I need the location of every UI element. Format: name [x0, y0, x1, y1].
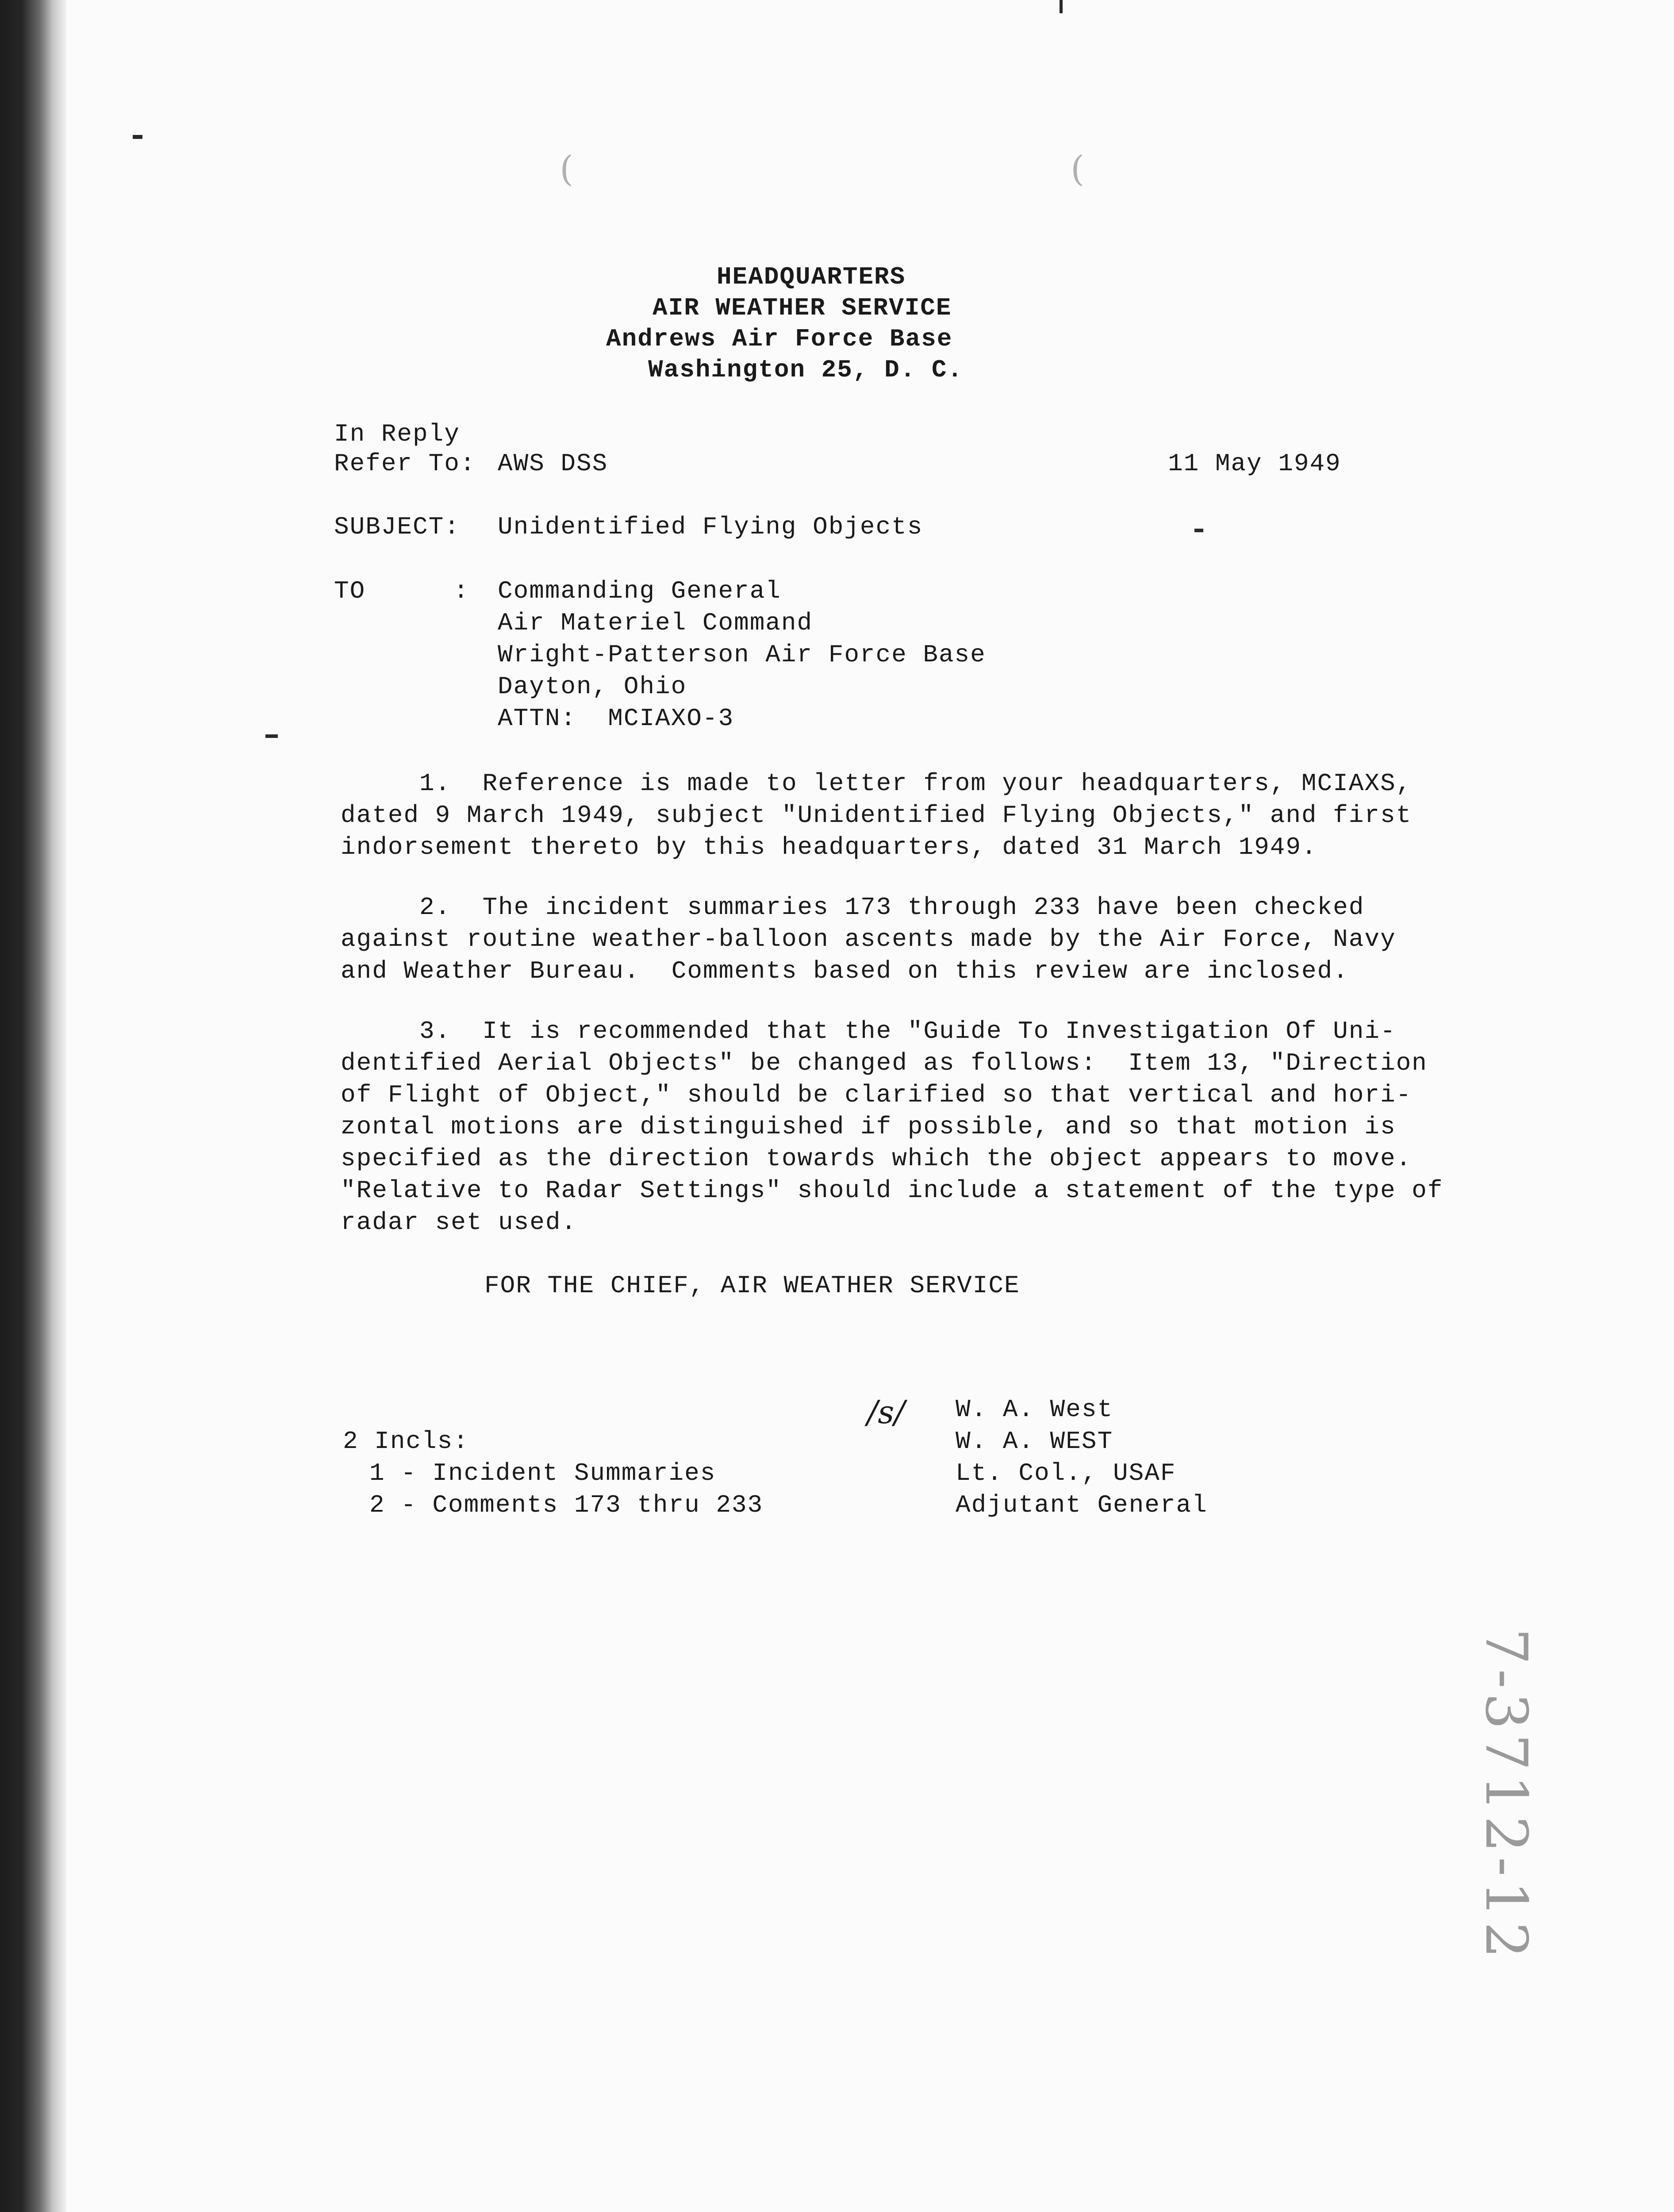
scan-mark [265, 734, 278, 738]
paragraph-line: "Relative to Radar Settings" should include a statement of the type of [341, 1176, 1444, 1205]
enclosure-item: 1 - Incident Summaries [369, 1459, 716, 1487]
signature-rank: Lt. Col., USAF [956, 1459, 1176, 1487]
closing-line: FOR THE CHIEF, AIR WEATHER SERVICE [484, 1271, 1020, 1300]
to-line: Commanding General [498, 577, 781, 605]
paragraph-line: 1. Reference is made to letter from your headquarters, MCIAXS, [341, 769, 1412, 798]
paragraph-line: against routine weather-balloon ascents made by the Air Force, Navy [341, 925, 1396, 953]
subject-label: SUBJECT: [334, 513, 460, 541]
paragraph-line: dated 9 March 1949, subject "Unidentified Flying Objects," and first [341, 801, 1412, 830]
to-line: Wright-Patterson Air Force Base [498, 641, 986, 669]
scan-mark [133, 135, 142, 139]
signature-mark: /s/ [867, 1394, 905, 1431]
paragraph-line: specified as the direction towards which the object appears to move. [341, 1144, 1412, 1173]
letterhead-line-1: HEADQUARTERS [717, 263, 906, 291]
scan-mark: ( [560, 148, 574, 189]
refer-to-value: AWS DSS [498, 449, 608, 478]
subject-value: Unidentified Flying Objects [498, 513, 923, 541]
paragraph-line: radar set used. [341, 1208, 577, 1237]
enclosure-item: 2 - Comments 173 thru 233 [369, 1491, 764, 1519]
signature-name: W. A. WEST [956, 1427, 1113, 1455]
to-colon: : [453, 577, 469, 605]
paragraph-line: zontal motions are distinguished if possible, and so that motion is [341, 1113, 1396, 1141]
scan-edge-shadow [0, 0, 66, 2212]
letterhead-line-4: Washington 25, D. C. [648, 356, 964, 384]
to-line: ATTN: MCIAXO-3 [498, 704, 734, 733]
letter-date: 11 May 1949 [1168, 449, 1341, 478]
to-label: TO [334, 577, 366, 605]
to-line: Air Materiel Command [498, 609, 813, 637]
margin-number: 7-3712-12 [1473, 1628, 1540, 1963]
signature-signed: W. A. West [956, 1395, 1113, 1424]
paragraph-line: of Flight of Object," should be clarified so that vertical and hori- [341, 1081, 1412, 1109]
scan-mark: ( [1071, 148, 1085, 189]
scan-mark [1060, 0, 1063, 13]
to-line: Dayton, Ohio [498, 672, 687, 701]
paragraph-line: dentified Aerial Objects" be changed as follows: Item 13, "Direction [341, 1049, 1428, 1077]
paragraph-line: and Weather Bureau. Comments based on this review are inclosed. [341, 957, 1349, 985]
paragraph-line: 2. The incident summaries 173 through 233 have been checked [341, 893, 1365, 922]
letterhead-line-2: AIR WEATHER SERVICE [653, 294, 952, 322]
paragraph-line: indorsement thereto by this headquarters, dated 31 March 1949. [341, 833, 1317, 861]
refer-to-label: Refer To: [334, 449, 476, 478]
paragraph-line: 3. It is recommended that the "Guide To Investigation Of Uni- [341, 1017, 1396, 1045]
enclosures-label: 2 Incls: [343, 1427, 469, 1455]
in-reply-label: In Reply [334, 420, 460, 448]
scan-mark [1194, 529, 1203, 532]
letterhead-line-3: Andrews Air Force Base [606, 325, 953, 353]
signature-title: Adjutant General [956, 1491, 1208, 1519]
